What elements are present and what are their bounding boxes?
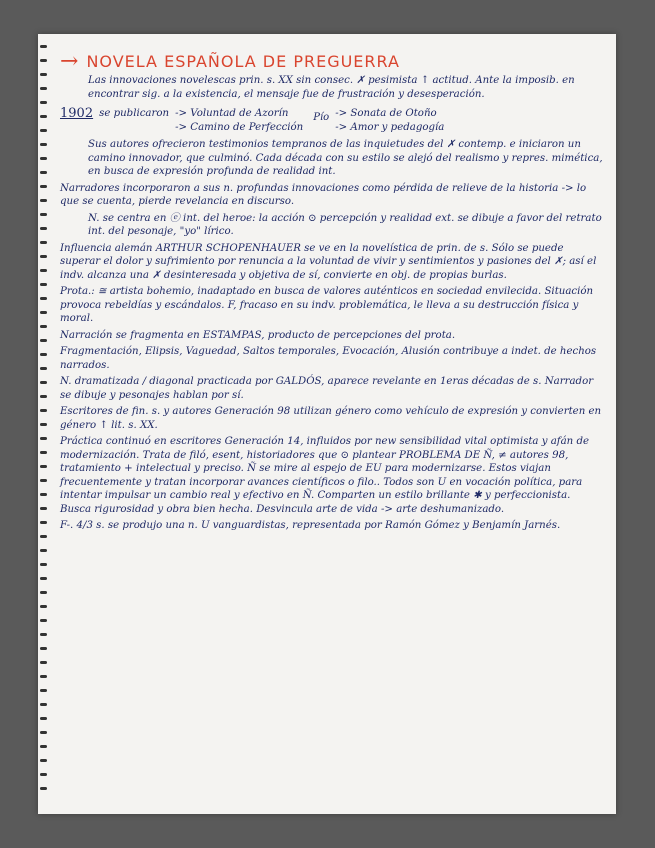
spiral-ring <box>40 45 47 48</box>
spiral-ring <box>40 115 47 118</box>
arrow-icon: → <box>60 49 79 74</box>
spiral-ring <box>40 759 47 762</box>
intro-paragraph: Las innovaciones novelescas prin. s. XX sin consec. ✗ pesimista ↑ actitud. Ante la imposib. en encontrar sig. a la existencia, el mensaje fue de frustración y desesperación. <box>88 75 575 100</box>
spiral-ring <box>40 591 47 594</box>
work-item: -> Voluntad de Azorín <box>175 108 289 119</box>
paragraph: Sus autores ofrecieron testimonios tempranos de las inquietudes del ✗ contemp. e iniciaron un camino innovador, que culminó. Cada década con su estilo se alejó del realismo y repres. mimética, en busca de expresión profunda de realidad int. <box>88 139 603 177</box>
spiral-ring <box>40 661 47 664</box>
page-title: NOVELA ESPAÑOLA DE PREGUERRA <box>86 52 400 72</box>
paragraph: N. dramatizada / diagonal practicada por GALDÓS, aparece revelante en 1eras décadas de s. Narrador se dibuje y pesonajes hablan por sí. <box>60 376 594 401</box>
spiral-ring <box>40 395 47 398</box>
spiral-ring <box>40 437 47 440</box>
spiral-ring <box>40 521 47 524</box>
spiral-ring <box>40 325 47 328</box>
spiral-ring <box>40 185 47 188</box>
works-list <box>60 107 604 134</box>
spiral-ring <box>40 717 47 720</box>
spiral-binding <box>38 34 52 814</box>
spiral-ring <box>40 199 47 202</box>
spiral-ring <box>40 143 47 146</box>
spiral-ring <box>40 577 47 580</box>
spiral-ring <box>40 297 47 300</box>
paragraph: Narración se fragmenta en ESTAMPAS, producto de percepciones del prota. <box>60 329 456 341</box>
work-item: -> Camino de Perfección <box>175 121 304 133</box>
spiral-ring <box>40 731 47 734</box>
spiral-ring <box>40 73 47 76</box>
spiral-ring <box>40 535 47 538</box>
spiral-ring <box>40 87 47 90</box>
spiral-ring <box>40 647 47 650</box>
spiral-ring <box>40 703 47 706</box>
spiral-ring <box>40 353 47 356</box>
works-left <box>175 107 303 134</box>
spiral-ring <box>40 619 47 622</box>
spiral-ring <box>40 213 47 216</box>
spiral-ring <box>40 311 47 314</box>
spiral-ring <box>40 745 47 748</box>
paragraph: Fragmentación, Elipsis, Vaguedad, Saltos temporales, Evocación, Alusión contribuye a indet. de hechos narrados. <box>60 346 597 371</box>
spiral-ring <box>40 157 47 160</box>
spiral-ring <box>40 101 47 104</box>
spiral-ring <box>40 381 47 384</box>
spiral-ring <box>40 493 47 496</box>
spiral-ring <box>40 171 47 174</box>
spiral-ring <box>40 549 47 552</box>
spiral-ring <box>40 59 47 62</box>
spiral-ring <box>40 675 47 678</box>
paragraph: Influencia alemán ARTHUR SCHOPENHAUER se ve en la novelística de prin. de s. Sólo se puede superar el dolor y sufrimiento por renuncia a la voluntad de vivir y sentimientos y pasiones del ✗; así el indv. alcanza una ✗ desinteresada y objetiva de sí, convierte en obj. de propias burlas. <box>60 242 597 281</box>
spiral-ring <box>40 507 47 510</box>
paragraph: Escritores de fin. s. y autores Generación 98 utilizan género como vehículo de expresión y convierten en género ↑ lit. s. XX. <box>60 406 602 431</box>
works-year: 1902 <box>60 106 94 121</box>
paragraph: Prota.: ≅ artista bohemio, inadaptado en busca de valores auténticos en sociedad envilecida. Situación provoca rebeldías y escándalos. F, fracaso en su indv. problemática, le lleva a su destrucción física y moral. <box>60 286 594 324</box>
works-verb: se publicaron <box>99 108 170 119</box>
spiral-ring <box>40 227 47 230</box>
spiral-ring <box>40 129 47 132</box>
paragraph: Narradores incorporaron a sus n. profundas innovaciones como pérdida de relieve de la historia -> lo que se cuenta, pierde revelancia en discurso. <box>60 182 587 207</box>
spiral-ring <box>40 563 47 566</box>
spiral-ring <box>40 339 47 342</box>
spiral-ring <box>40 689 47 692</box>
spiral-ring <box>40 787 47 790</box>
work-item: -> Amor y pedagogía <box>335 121 445 133</box>
spiral-ring <box>40 241 47 244</box>
spiral-ring <box>40 255 47 258</box>
spiral-ring <box>40 479 47 482</box>
heading-row <box>60 49 604 74</box>
handwritten-notes <box>60 49 604 536</box>
spiral-ring <box>40 409 47 412</box>
works-right <box>335 107 444 134</box>
spiral-ring <box>40 423 47 426</box>
spiral-ring <box>40 773 47 776</box>
spiral-ring <box>40 269 47 272</box>
spiral-ring <box>40 465 47 468</box>
paragraph: N. se centra en ⓔ int. del heroe: la acción ⊙ percepción y realidad ext. se dibuje a favor del retrato int. del pesonaje, "yo" lírico. <box>88 212 602 237</box>
work-item: -> Sonata de Otoño <box>335 108 437 119</box>
spiral-ring <box>40 283 47 286</box>
spiral-ring <box>40 605 47 608</box>
works-author: Pío <box>313 112 330 123</box>
spiral-ring <box>40 367 47 370</box>
paragraph: F-. 4/3 s. se produjo una n. U vanguardistas, representada por Ramón Gómez y Benjamín Jarnés. <box>60 520 561 531</box>
spiral-ring <box>40 633 47 636</box>
notebook-page <box>38 34 616 814</box>
paragraph: Práctica continuó en escritores Generación 14, influidos por new sensibilidad vital optimista y afán de modernización. Trata de filó, esent, historiadores que ⊙ plantear PROBLEMA DE Ñ, ≠ autores 98, tratamiento + intelectual y preciso. Ñ se mire al espejo de EU para modernizarse. Estos viajan frecuentemente y tratan incorporar avances científicos o filo.. Todos son U en vocación política, para intentar impulsar un cambio real y efectivo en Ñ. Comparten un estilo brillante ✱ y perfeccionista. Busca rigurosidad y obra bien hecha. Desvincula arte de vida -> arte deshumanizado. <box>60 436 589 515</box>
spiral-ring <box>40 451 47 454</box>
